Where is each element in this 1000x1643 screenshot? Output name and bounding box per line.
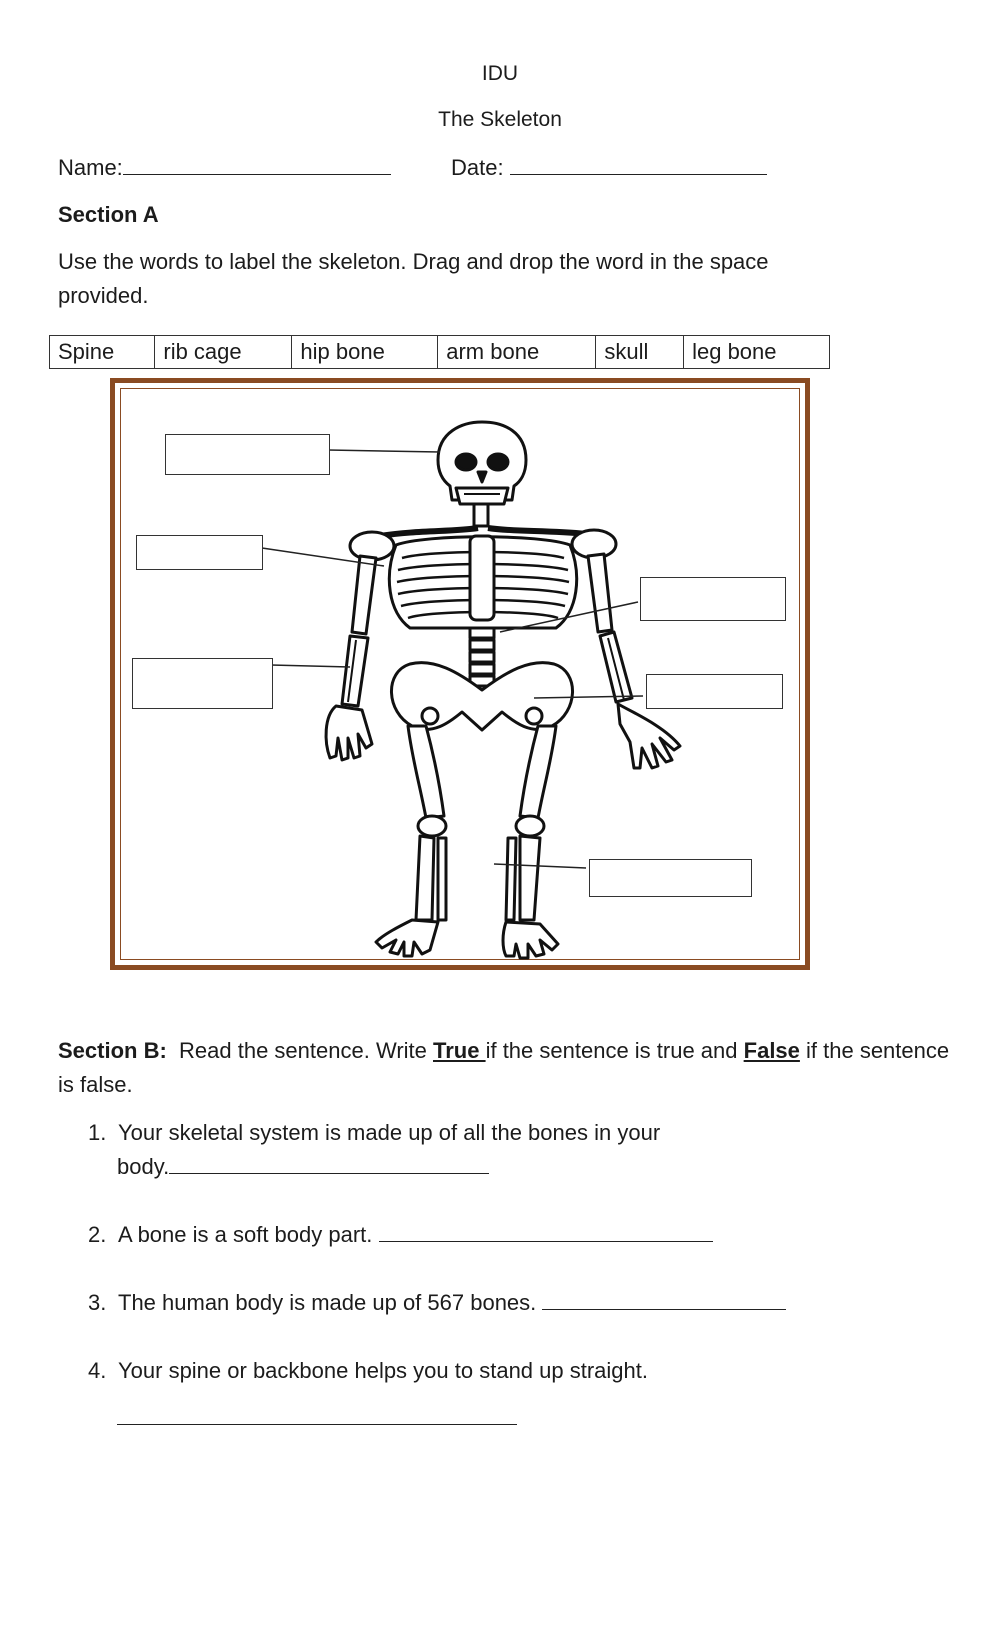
left-eye-socket bbox=[456, 454, 476, 470]
neck-vertebrae bbox=[474, 504, 488, 526]
left-femur bbox=[408, 726, 444, 818]
question-number: 2. bbox=[88, 1222, 107, 1247]
question-text: A bone is a soft body part. bbox=[118, 1222, 373, 1247]
question-4 bbox=[88, 1354, 648, 1388]
answer-blank-4[interactable] bbox=[117, 1423, 517, 1425]
worksheet-title: The Skeleton bbox=[438, 108, 562, 131]
rib-cage-label-box[interactable] bbox=[136, 535, 263, 570]
section-b-text-3: if the sentence is false. bbox=[58, 1038, 950, 1097]
question-2 bbox=[88, 1218, 713, 1252]
leader-arm bbox=[271, 665, 350, 667]
question-text: Your spine or backbone helps you to stand up straight. bbox=[118, 1358, 648, 1383]
right-foot bbox=[503, 922, 558, 958]
sternum bbox=[470, 536, 494, 620]
left-upper-arm bbox=[352, 556, 376, 634]
answer-blank-3[interactable] bbox=[542, 1308, 786, 1310]
question-number: 1. bbox=[88, 1120, 107, 1145]
spine-column bbox=[470, 628, 494, 686]
answer-blank-1[interactable] bbox=[169, 1172, 489, 1174]
word-skull[interactable]: skull bbox=[596, 336, 684, 369]
right-femur bbox=[520, 726, 556, 818]
left-hand bbox=[326, 706, 372, 760]
section-b-text-2: if the sentence is true and bbox=[485, 1038, 744, 1063]
left-tibia bbox=[416, 836, 434, 920]
question-1 bbox=[88, 1116, 660, 1150]
date-label: Date: bbox=[451, 155, 504, 180]
left-foot bbox=[376, 920, 438, 956]
right-clavicle bbox=[488, 528, 586, 534]
section-a-heading: Section A bbox=[58, 202, 159, 227]
section-b-instructions bbox=[58, 1034, 958, 1102]
right-upper-arm bbox=[588, 554, 612, 632]
name-label: Name: bbox=[58, 155, 123, 180]
school-label: IDU bbox=[481, 62, 519, 85]
word-spine[interactable]: Spine bbox=[50, 336, 155, 369]
skull-label-box[interactable] bbox=[165, 434, 330, 475]
word-leg-bone[interactable]: leg bone bbox=[684, 336, 830, 369]
true-word: True bbox=[433, 1038, 486, 1063]
left-clavicle bbox=[380, 528, 478, 536]
leg-bone-label-box[interactable] bbox=[589, 859, 752, 897]
section-a-instructions: Use the words to label the skeleton. Drag and drop the word in the space provided. bbox=[58, 249, 769, 308]
answer-blank-2[interactable] bbox=[379, 1240, 713, 1242]
question-text: Your skeletal system is made up of all the bones in your bbox=[118, 1120, 661, 1145]
right-fibula bbox=[506, 838, 516, 920]
word-arm-bone[interactable]: arm bone bbox=[438, 336, 596, 369]
question-3 bbox=[88, 1286, 786, 1320]
section-b-text-1: Read the sentence. Write bbox=[179, 1038, 433, 1063]
question-text: The human body is made up of 567 bones. bbox=[118, 1290, 537, 1315]
question-number: 4. bbox=[88, 1358, 107, 1383]
arm-bone-label-box[interactable] bbox=[132, 658, 273, 709]
word-hip-bone[interactable]: hip bone bbox=[292, 336, 438, 369]
word-rib-cage[interactable]: rib cage bbox=[155, 336, 292, 369]
leader-skull bbox=[328, 450, 440, 452]
left-fibula bbox=[438, 838, 446, 920]
false-word: False bbox=[743, 1038, 800, 1063]
question-1-continued bbox=[117, 1150, 489, 1184]
question-4-answer-row bbox=[117, 1412, 517, 1430]
jaw bbox=[456, 488, 508, 504]
hip-bone-label-box[interactable] bbox=[646, 674, 783, 709]
right-tibia bbox=[520, 836, 540, 920]
question-text: body. bbox=[117, 1154, 170, 1179]
right-eye-socket bbox=[488, 454, 508, 470]
spine-label-box[interactable] bbox=[640, 577, 786, 621]
right-hand bbox=[618, 704, 680, 768]
question-number: 3. bbox=[88, 1290, 107, 1315]
section-b-heading: Section B: bbox=[58, 1038, 167, 1063]
